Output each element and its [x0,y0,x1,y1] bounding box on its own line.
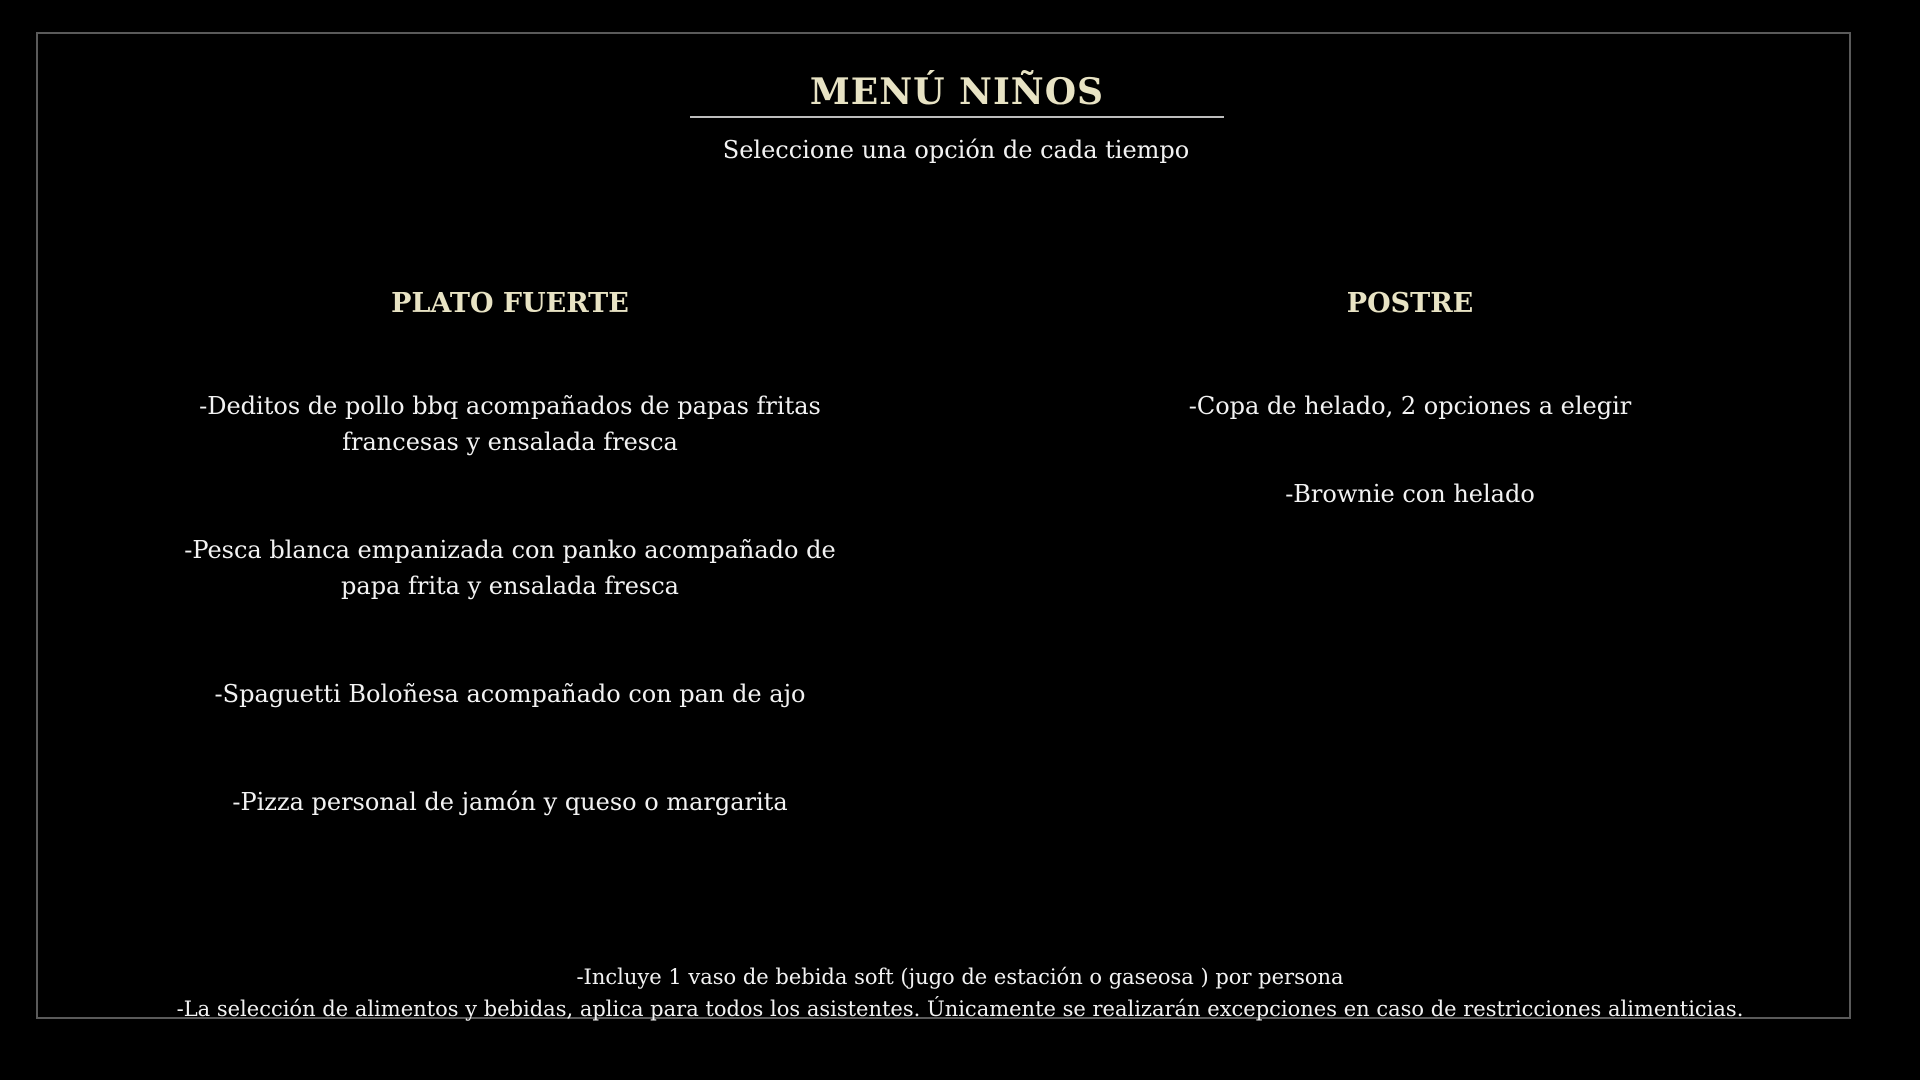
plato-fuerte-item-line: -Pizza personal de jamón y queso o margarita [232,788,788,816]
plato-fuerte-item-line: papa frita y ensalada fresca [341,572,679,600]
menu-subtitle: Seleccione una opción de cada tiempo [722,136,1190,164]
plato-fuerte-heading: PLATO FUERTE [391,288,629,319]
footer-note-selection: -La selección de alimentos y bebidas, aplica para todos los asistentes. Únicamente se realizarán excepciones en caso de restricciones alimenticias. [176,997,1744,1021]
plato-fuerte-item-line: francesas y ensalada fresca [342,428,678,456]
plato-fuerte-item-line: -Pesca blanca empanizada con panko acompañado de [184,536,836,564]
postre-item: -Brownie con helado [1285,480,1535,508]
plato-fuerte-item-line: -Deditos de pollo bbq acompañados de papas fritas [199,392,821,420]
footer-note-beverage: -Incluye 1 vaso de bebida soft (jugo de estación o gaseosa ) por persona [576,965,1344,989]
postre-item: -Copa de helado, 2 opciones a elegir [1188,392,1632,420]
postre-heading: POSTRE [1346,288,1474,319]
title-underline [690,116,1224,118]
menu-border-frame [36,32,1851,1019]
menu-title: MENÚ NIÑOS [809,71,1105,113]
plato-fuerte-item-line: -Spaguetti Boloñesa acompañado con pan de ajo [214,680,806,708]
